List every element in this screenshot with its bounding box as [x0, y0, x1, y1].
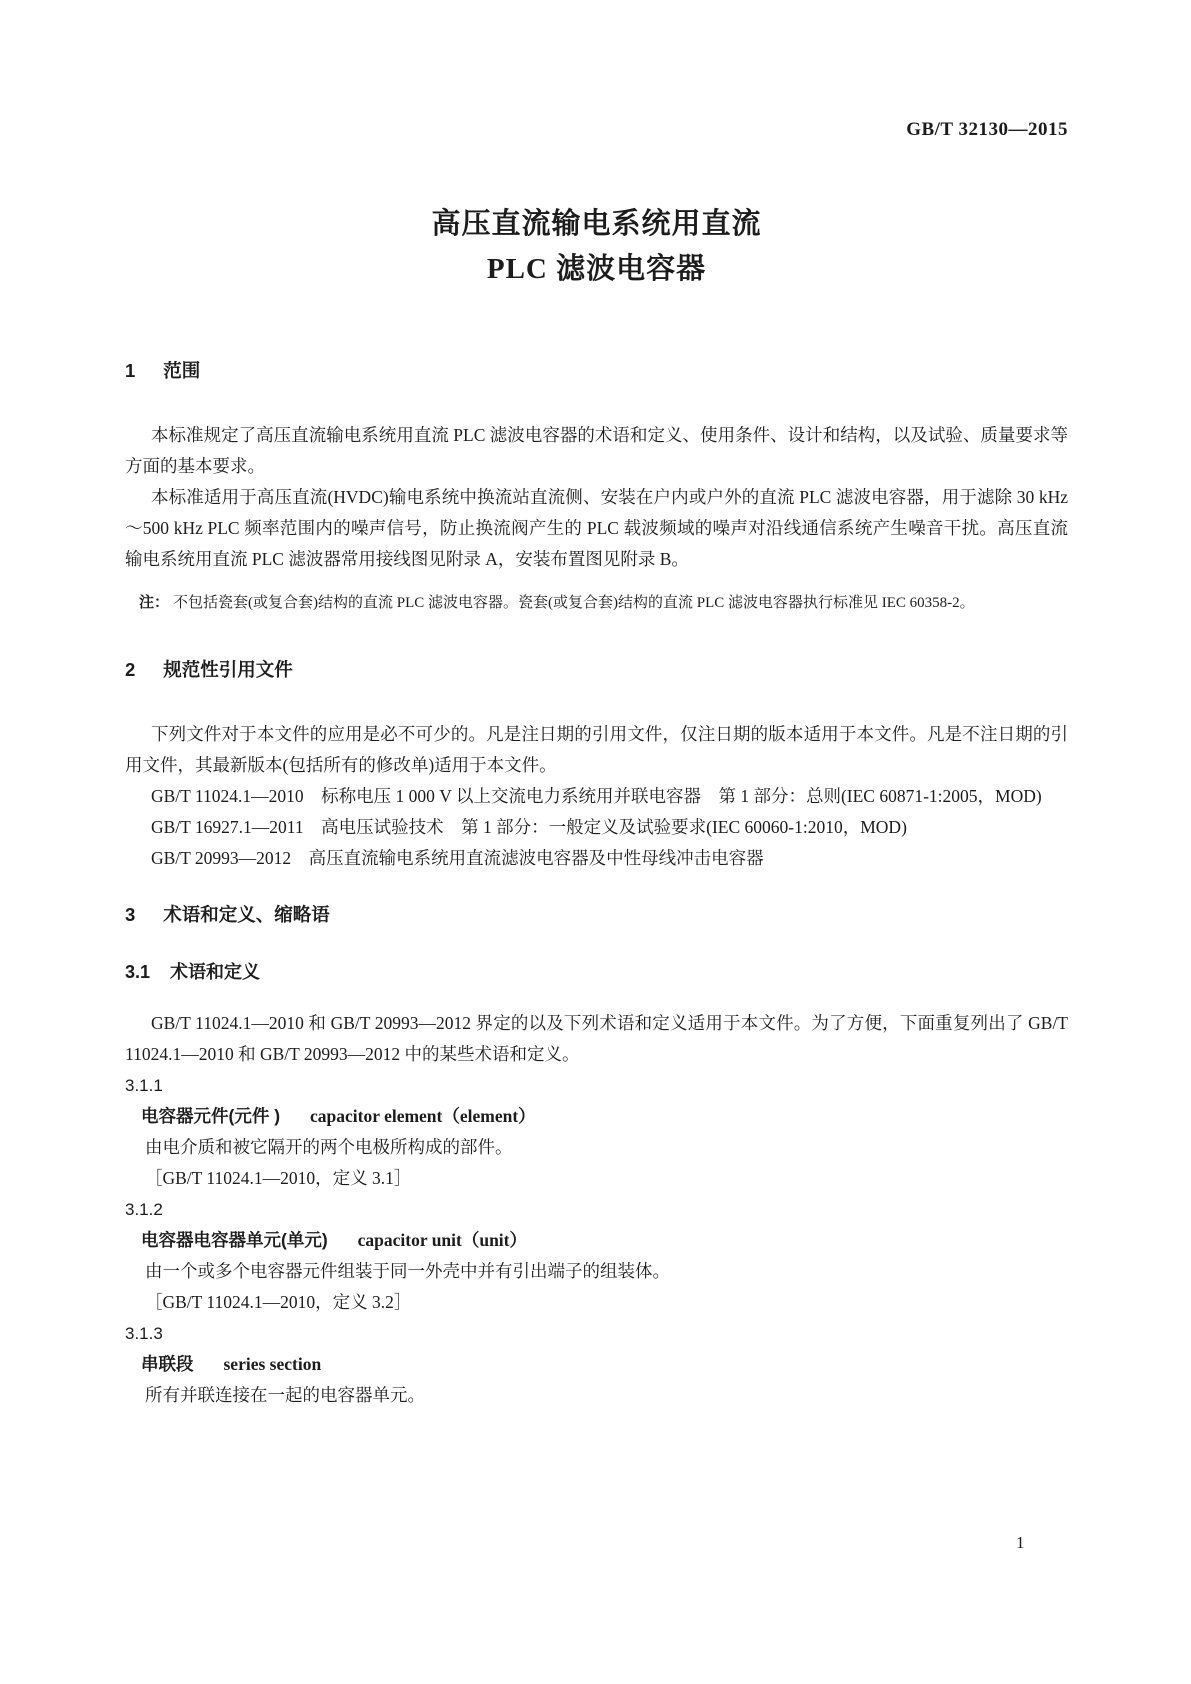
term-definition: 由电介质和被它隔开的两个电极所构成的部件。: [145, 1137, 513, 1157]
term-number: 3.1.1: [125, 1076, 163, 1095]
term-title: [125, 1349, 1068, 1380]
section-1-note: [125, 589, 1068, 617]
reference-item: GB/T 11024.1—2010 标称电压 1 000 V 以上交流电力系统用并联电容器 第 1 部分：总则(IEC 60871-1:2005，MOD): [151, 786, 1042, 806]
term-number: 3.1.2: [125, 1200, 163, 1219]
section-3-1-title: 术语和定义: [170, 962, 261, 982]
section-3-number: 3: [125, 904, 136, 925]
reference-item: GB/T 20993—2012 高压直流输电系统用直流滤波电容器及中性母线冲击电容器: [151, 848, 764, 868]
term-entry-3-1-3: [125, 1318, 1068, 1411]
note-label: 注：: [139, 594, 170, 611]
section-1-paragraph-1: 本标准规定了高压直流输电系统用直流 PLC 滤波电容器的术语和定义、使用条件、设计和结构，以及试验、质量要求等方面的基本要求。: [125, 425, 1068, 476]
section-1-title: 范围: [163, 360, 201, 381]
reference-item: GB/T 16927.1—2011 高电压试验技术 第 1 部分：一般定义及试验要求(IEC 60060-1:2010，MOD): [151, 817, 907, 837]
section-2-number: 2: [125, 659, 136, 680]
section-normative-references: [125, 655, 1068, 874]
term-english: capacitor element（element）: [310, 1106, 536, 1126]
section-3-1-number: 3.1: [125, 962, 151, 982]
section-3-1-paragraph-1: GB/T 11024.1—2010 和 GB/T 20993—2012 界定的以及下列术语和定义适用于本文件。为了方便，下面重复列出了 GB/T 11024.1—2010 和 GB/T 20993—2012 中的某些术语和定义。: [125, 1013, 1068, 1064]
term-title: [125, 1225, 1068, 1256]
section-2-paragraph-1: 下列文件对于本文件的应用是必不可少的。凡是注日期的引用文件，仅注日期的版本适用于本文件。凡是不注日期的引用文件，其最新版本(包括所有的修改单)适用于本文件。: [125, 724, 1068, 775]
term-chinese: 电容器电容器单元(单元): [141, 1230, 328, 1250]
term-title: [125, 1101, 1068, 1132]
section-2-title: 规范性引用文件: [163, 659, 293, 680]
page-header: [125, 118, 1068, 142]
document-title-line-1: 高压直流输电系统用直流: [431, 208, 762, 240]
section-3-title: 术语和定义、缩略语: [163, 904, 330, 925]
section-2-heading: [125, 655, 1068, 685]
term-definition: 由一个或多个电容器元件组装于同一外壳中并有引出端子的组装体。: [145, 1261, 670, 1281]
section-scope: [125, 356, 1068, 617]
term-english: capacitor unit（unit）: [357, 1230, 527, 1250]
section-terms-definitions: [125, 900, 1068, 1411]
term-english: series section: [223, 1354, 322, 1374]
term-entry-3-1-2: [125, 1194, 1068, 1318]
section-1-paragraph-2: 本标准适用于高压直流(HVDC)输电系统中换流站直流侧、安装在户内或户外的直流 PLC 滤波电容器，用于滤除 30 kHz～500 kHz PLC 频率范围内的噪声信号，防止换流阀产生的 PLC 载波频域的噪声对沿线通信系统产生噪音干扰。高压直流输电系统用直流 PLC 滤波器常用接线图见附录 A，安装布置图见附录 B。: [125, 487, 1068, 569]
standard-code: GB/T 32130—2015: [906, 119, 1068, 140]
term-source: ［GB/T 11024.1—2010，定义 3.2］: [145, 1292, 412, 1312]
page-number: 1: [1016, 1533, 1025, 1552]
section-3-1-heading: [125, 958, 1068, 986]
term-number: 3.1.3: [125, 1324, 163, 1343]
term-entry-3-1-1: [125, 1070, 1068, 1194]
section-3-heading: [125, 900, 1068, 930]
term-chinese: 串联段: [141, 1354, 194, 1374]
document-title-line-2: PLC 滤波电容器: [486, 253, 707, 285]
term-chinese: 电容器元件(元件 ): [141, 1106, 281, 1126]
section-1-number: 1: [125, 360, 136, 381]
term-definition: 所有并联连接在一起的电容器单元。: [145, 1385, 425, 1405]
section-1-heading: [125, 356, 1068, 386]
term-source: ［GB/T 11024.1—2010，定义 3.1］: [145, 1168, 412, 1188]
note-text: 不包括瓷套(或复合套)结构的直流 PLC 滤波电容器。瓷套(或复合套)结构的直流 PLC 滤波电容器执行标准见 IEC 60358-2。: [173, 595, 975, 611]
document-title: [125, 202, 1068, 292]
